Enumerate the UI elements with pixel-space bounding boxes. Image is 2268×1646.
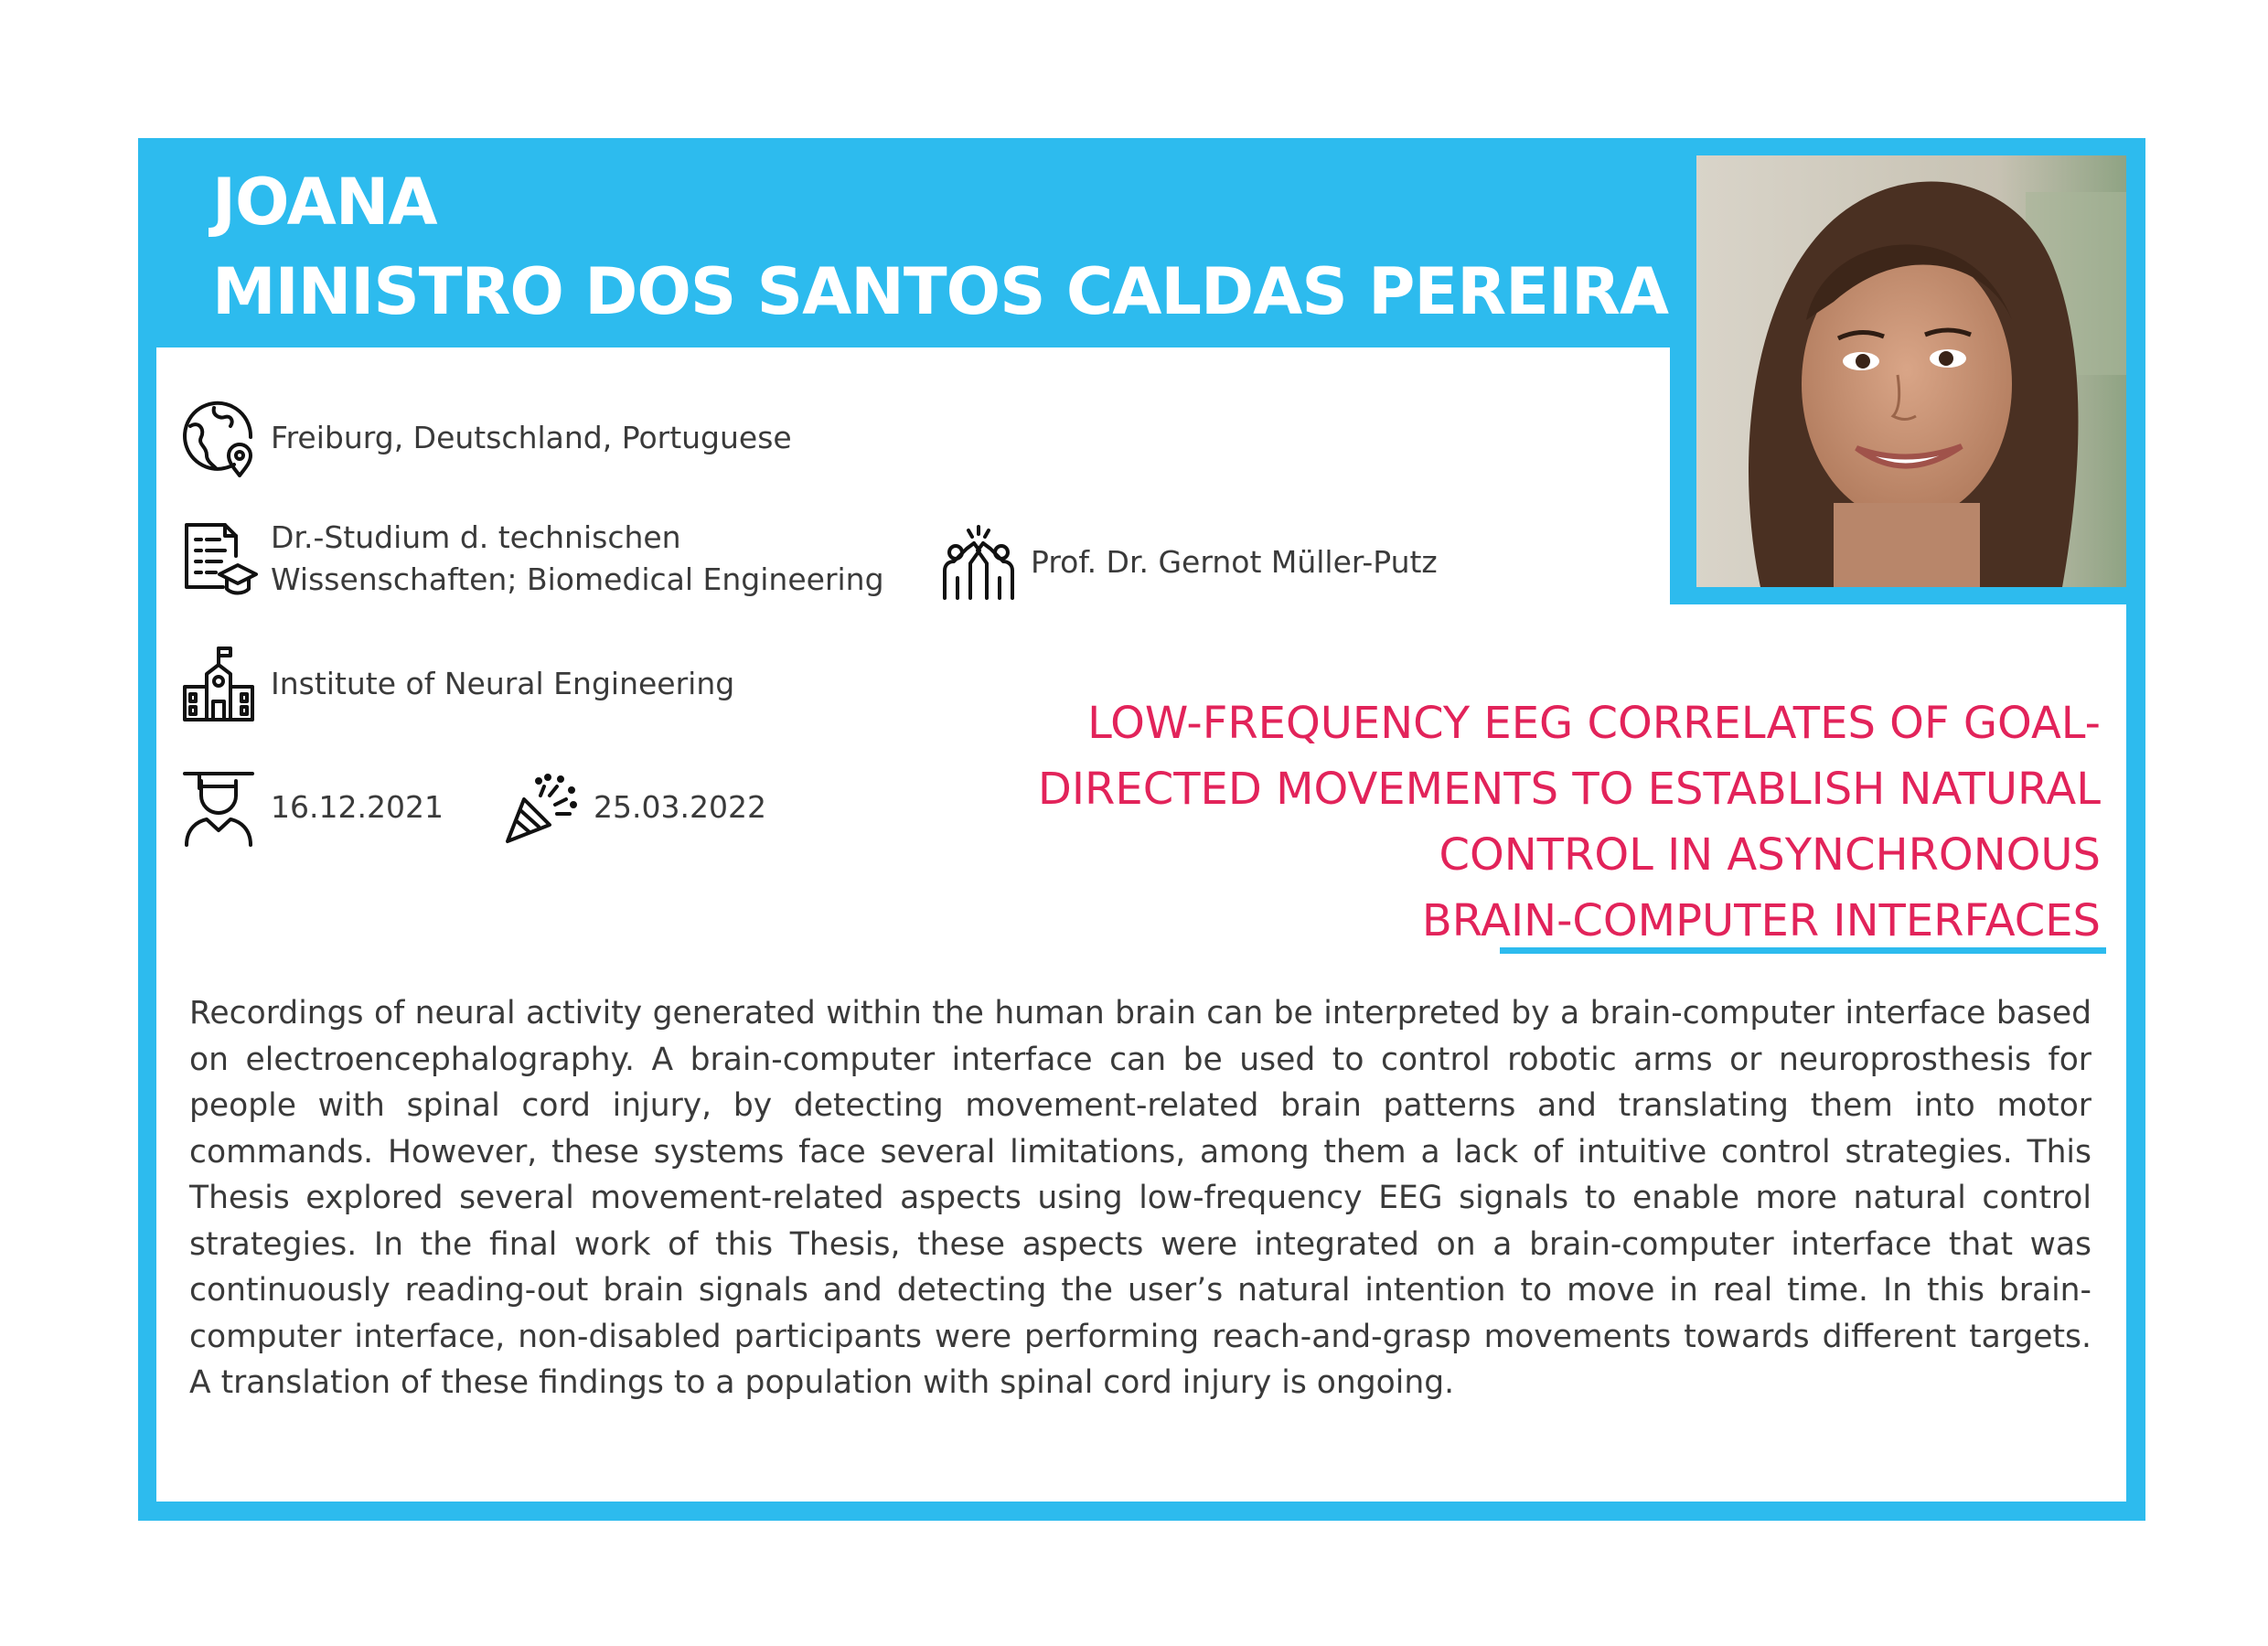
thesis-title-line: LOW-FREQUENCY EEG CORRELATES OF GOAL- — [1087, 698, 2101, 749]
graduate-person-icon — [179, 768, 258, 847]
document-graduation-cap-icon — [179, 519, 258, 598]
thesis-title — [912, 690, 2101, 954]
study-text — [271, 517, 884, 601]
first-name: JOANA — [212, 165, 437, 240]
thesis-title-line: CONTROL IN ASYNCHRONOUS — [1439, 829, 2101, 881]
supervisor-text: Prof. Dr. Gernot Müller-Putz — [1031, 544, 1438, 580]
graduation-date-text: 16.12.2021 — [271, 789, 444, 825]
location-text: Freiburg, Deutschland, Portuguese — [271, 420, 792, 455]
supervisor-row — [939, 523, 1438, 602]
celebration-date-row — [502, 768, 766, 847]
high-five-icon — [939, 523, 1018, 602]
study-row — [179, 517, 884, 601]
study-line-1: Dr.-Studium d. technischen — [271, 519, 681, 555]
portrait-photo — [1696, 155, 2126, 587]
institute-row — [179, 645, 734, 723]
graduation-date-row — [179, 768, 444, 847]
last-name: MINISTRO DOS SANTOS CALDAS PEREIRA — [212, 254, 1669, 329]
title-underline — [1500, 947, 2106, 954]
party-popper-icon — [502, 768, 581, 847]
location-row — [179, 399, 792, 477]
globe-pin-icon — [179, 399, 258, 477]
institute-text: Institute of Neural Engineering — [271, 666, 735, 701]
person-name — [212, 157, 1668, 337]
thesis-abstract: Recordings of neural activity generated within the human brain can be interpreted by a brain-computer interface based on electroencephalography. A brain-computer interface can be used to control robotic arms or neuroprosthesis for people with spinal cord injury, by detecting movement-related brain patterns and translating them into motor commands. However, these systems face several limitations, among them a lack of intuitive control strategies. This Thesis explored several movement-related aspects using low-frequency EEG signals to enable more natural control strategies. In the final work of this Thesis, these aspects were integrated on a brain-computer interface that was continuously reading-out brain signals and detecting the user’s natural intention to move in real time. In this brain-computer interface, non-disabled participants were performing reach-and-grasp movements towards different targets. A translation of these findings to a population with spinal cord injury is ongoing. — [189, 995, 2091, 1401]
thesis-title-line: DIRECTED MOVEMENTS TO ESTABLISH NATURAL — [1037, 764, 2101, 815]
school-building-icon — [179, 645, 258, 723]
celebration-date-text: 25.03.2022 — [594, 789, 766, 825]
study-line-2: Wissenschaften; Biomedical Engineering — [271, 561, 884, 597]
thesis-title-line: BRAIN-COMPUTER INTERFACES — [1421, 895, 2101, 946]
